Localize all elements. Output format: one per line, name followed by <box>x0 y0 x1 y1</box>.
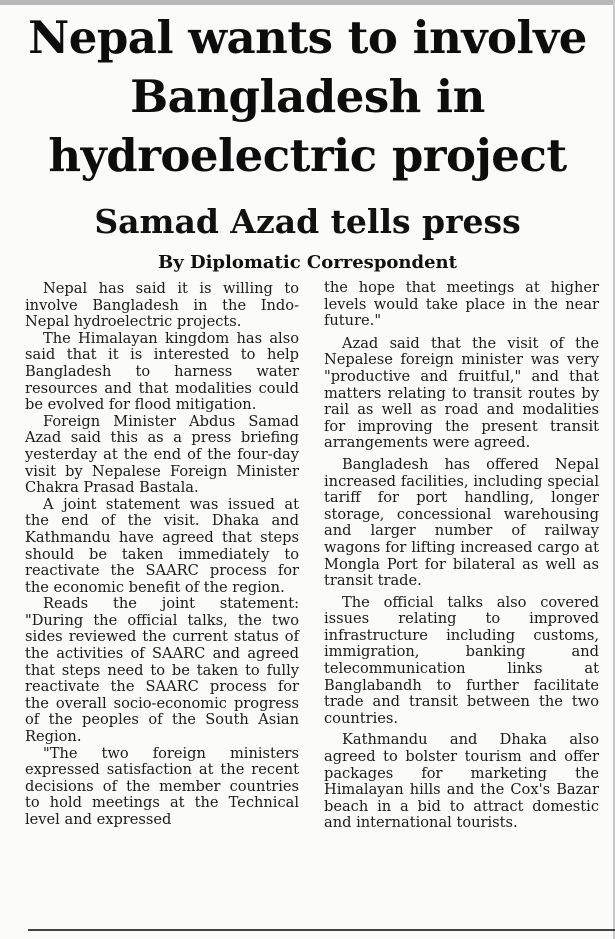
byline: By Diplomatic Correspondent <box>158 252 457 273</box>
article-paragraph: Nepal has said it is willing to involve Bangladesh in the Indo-Nepal hydroelectric projects. <box>25 280 299 331</box>
article-paragraph: A joint statement was issued at the end of the visit. Dhaka and Kathmandu have agreed that steps should be taken immediately to reactivate the SAARC process for the economic benefit of the region. <box>25 495 299 596</box>
article-column-right <box>324 280 599 837</box>
article-paragraph: "The two foreign ministers expressed satisfaction at the recent decisions of the member countries to hold meetings at the Technical level and expressed <box>25 744 299 828</box>
article-paragraph: Reads the joint statement: "During the official talks, the two sides reviewed the current status of the activities of SAARC and agreed that steps need to be taken to fully reactivate the SAARC process for the overall socio-economic progress of the peoples of the South Asian Region. <box>25 595 299 746</box>
bottom-rule <box>28 929 615 931</box>
article-paragraph: Kathmandu and Dhaka also agreed to bolster tourism and offer packages for marketing the Himalayan hills and the Cox's Bazar beach in a bid to attract domestic and international tourists. <box>324 731 599 832</box>
article-paragraph: Bangladesh has offered Nepal increased facilities, including special tariff for port handling, longer storage, concessional warehousing and larger number of railway wagons for lifting increased cargo at Mongla Port for bilateral as well as transit trade. <box>324 455 599 590</box>
article-paragraph: Azad said that the visit of the Nepalese foreign minister was very "productive and fruitful," and that matters relating to transit routes by rail as well as road and modalities for improving the present transit arrangements were agreed. <box>324 334 599 452</box>
article-column-left <box>25 281 299 829</box>
article-paragraph: Foreign Minister Abdus Samad Azad said this as a press briefing yesterday at the end of the four-day visit by Nepalese Foreign Minister Chakra Prasad Bastala. <box>25 412 299 497</box>
article-paragraph: The Himalayan kingdom has also said that it is interested to help Bangladesh to harness water resources and that modalities could be evolved for flood mitigation. <box>25 329 299 414</box>
subheadline: Samad Azad tells press <box>94 202 521 241</box>
article-paragraph: The official talks also covered issues relating to improved infrastructure including customs, immigration, banking and telecommunication links at Banglabandh to further facilitate trade and transit between the two countries. <box>324 593 599 727</box>
top-border <box>0 0 615 5</box>
article-paragraph: the hope that meetings at higher levels would take place in the near future." <box>324 279 599 330</box>
headline: Nepal wants to involve Bangladesh in hydroelectric project <box>28 11 587 182</box>
